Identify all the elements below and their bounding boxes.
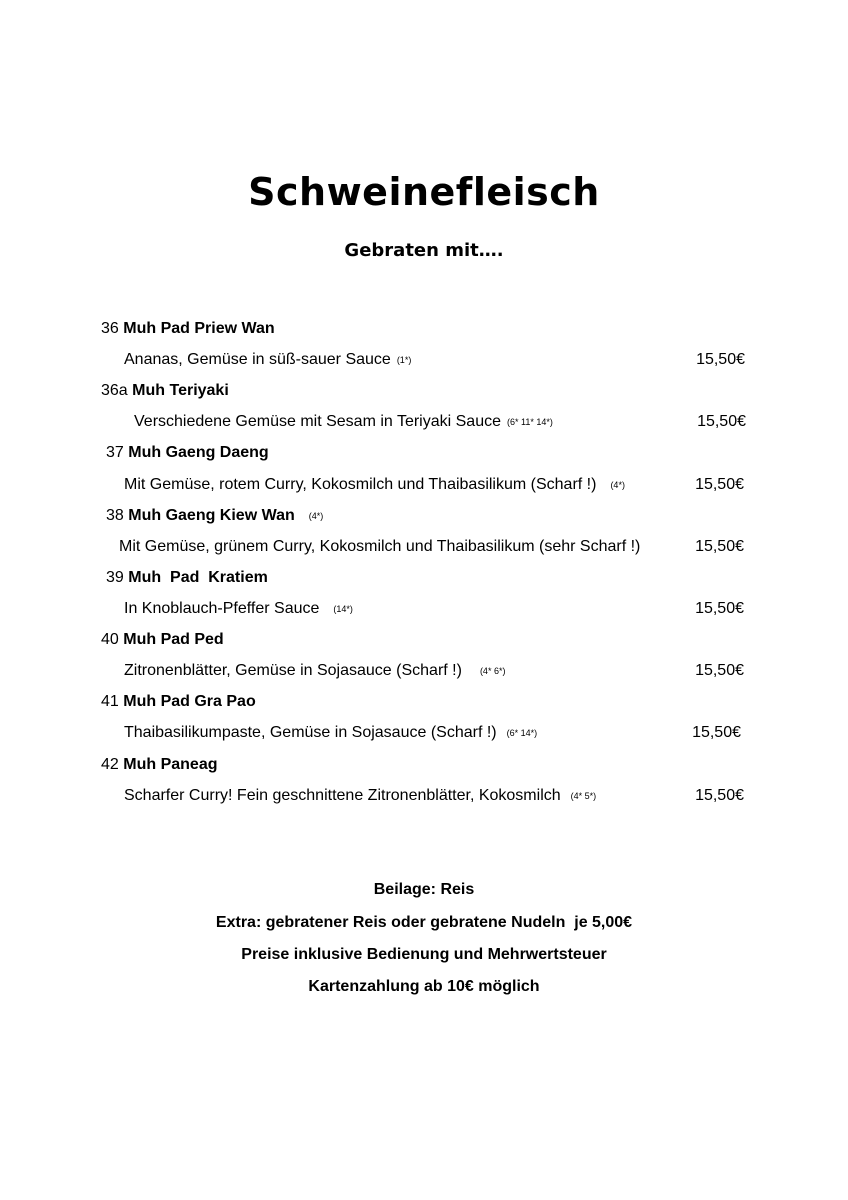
menu-item-title [106, 568, 268, 588]
allergen-note: (1*) [396, 355, 412, 365]
item-desc-text: Scharfer Curry! Fein geschnittene Zitronenblätter, Kokosmilch [124, 787, 561, 804]
footer-side-dish: Beilage: Reis [373, 881, 475, 898]
item-price: 15,50€ [695, 787, 744, 804]
item-name: Muh Pad Gra Pao [123, 693, 256, 710]
item-number: 42 [101, 756, 119, 773]
item-description [124, 786, 596, 806]
menu-item-title [101, 692, 256, 712]
menu-item-title [101, 755, 217, 775]
allergen-note: (4* 6*) [479, 666, 506, 676]
allergen-note: (4*) [308, 511, 324, 521]
item-desc-text: Verschiedene Gemüse mit Sesam in Teriyaki Sauce [134, 413, 501, 430]
footer-payment-note: Kartenzahlung ab 10€ möglich [308, 978, 540, 995]
item-desc-text: Ananas, Gemüse in süß-sauer Sauce [124, 351, 391, 368]
page-title: Schweinefleisch [248, 170, 600, 214]
item-description [134, 412, 553, 432]
item-name: Muh Gaeng Kiew Wan [128, 507, 295, 524]
footer-extra: Extra: gebratener Reis oder gebratene Nudeln je 5,00€ [215, 914, 633, 931]
menu-item-title [101, 319, 275, 339]
item-price: 15,50€ [695, 600, 744, 617]
item-number: 37 [106, 444, 124, 461]
item-price: 15,50€ [697, 413, 746, 430]
item-price: 15,50€ [692, 724, 741, 741]
item-name: Muh Pad Kratiem [128, 569, 268, 586]
item-description [124, 723, 537, 743]
item-name: Muh Pad Ped [123, 631, 224, 648]
item-price: 15,50€ [696, 351, 745, 368]
menu-item-title [101, 630, 224, 650]
allergen-note: (6* 14*) [506, 728, 538, 738]
allergen-note: (4* 5*) [570, 791, 597, 801]
item-price: 15,50€ [695, 538, 744, 555]
item-name: Muh Teriyaki [132, 382, 229, 399]
item-number: 38 [106, 507, 124, 524]
item-desc-text: Mit Gemüse, rotem Curry, Kokosmilch und Thaibasilikum (Scharf !) [124, 476, 597, 493]
item-desc-text: Thaibasilikumpaste, Gemüse in Sojasauce (Scharf !) [124, 724, 497, 741]
allergen-note: (14*) [333, 604, 353, 614]
menu-item-title [101, 381, 229, 401]
item-name: Muh Pad Priew Wan [123, 320, 275, 337]
item-price: 15,50€ [695, 476, 744, 493]
item-name: Muh Paneag [123, 756, 218, 773]
item-description [119, 537, 640, 557]
item-price: 15,50€ [695, 662, 744, 679]
item-name: Muh Gaeng Daeng [128, 444, 269, 461]
item-desc-text: Mit Gemüse, grünem Curry, Kokosmilch und Thaibasilikum (sehr Scharf !) [119, 538, 641, 555]
item-number: 41 [101, 693, 119, 710]
item-number: 36 [101, 320, 119, 337]
item-number: 36a [101, 382, 128, 399]
menu-item-title [106, 506, 323, 526]
footer-prices-note: Preise inklusive Bedienung und Mehrwertsteuer [241, 946, 607, 963]
page-subtitle: Gebraten mit…. [344, 240, 504, 261]
item-description [124, 599, 353, 619]
item-description [124, 475, 625, 495]
allergen-note: (4*) [610, 480, 625, 490]
item-desc-text: Zitronenblätter, Gemüse in Sojasauce (Scharf !) [124, 662, 462, 679]
item-number: 39 [106, 569, 124, 586]
item-description [124, 661, 505, 681]
menu-item-title [106, 443, 269, 463]
item-description [124, 350, 411, 370]
allergen-note: (6* 11* 14*) [507, 417, 553, 427]
item-number: 40 [101, 631, 119, 648]
item-desc-text: In Knoblauch-Pfeffer Sauce [124, 600, 320, 617]
